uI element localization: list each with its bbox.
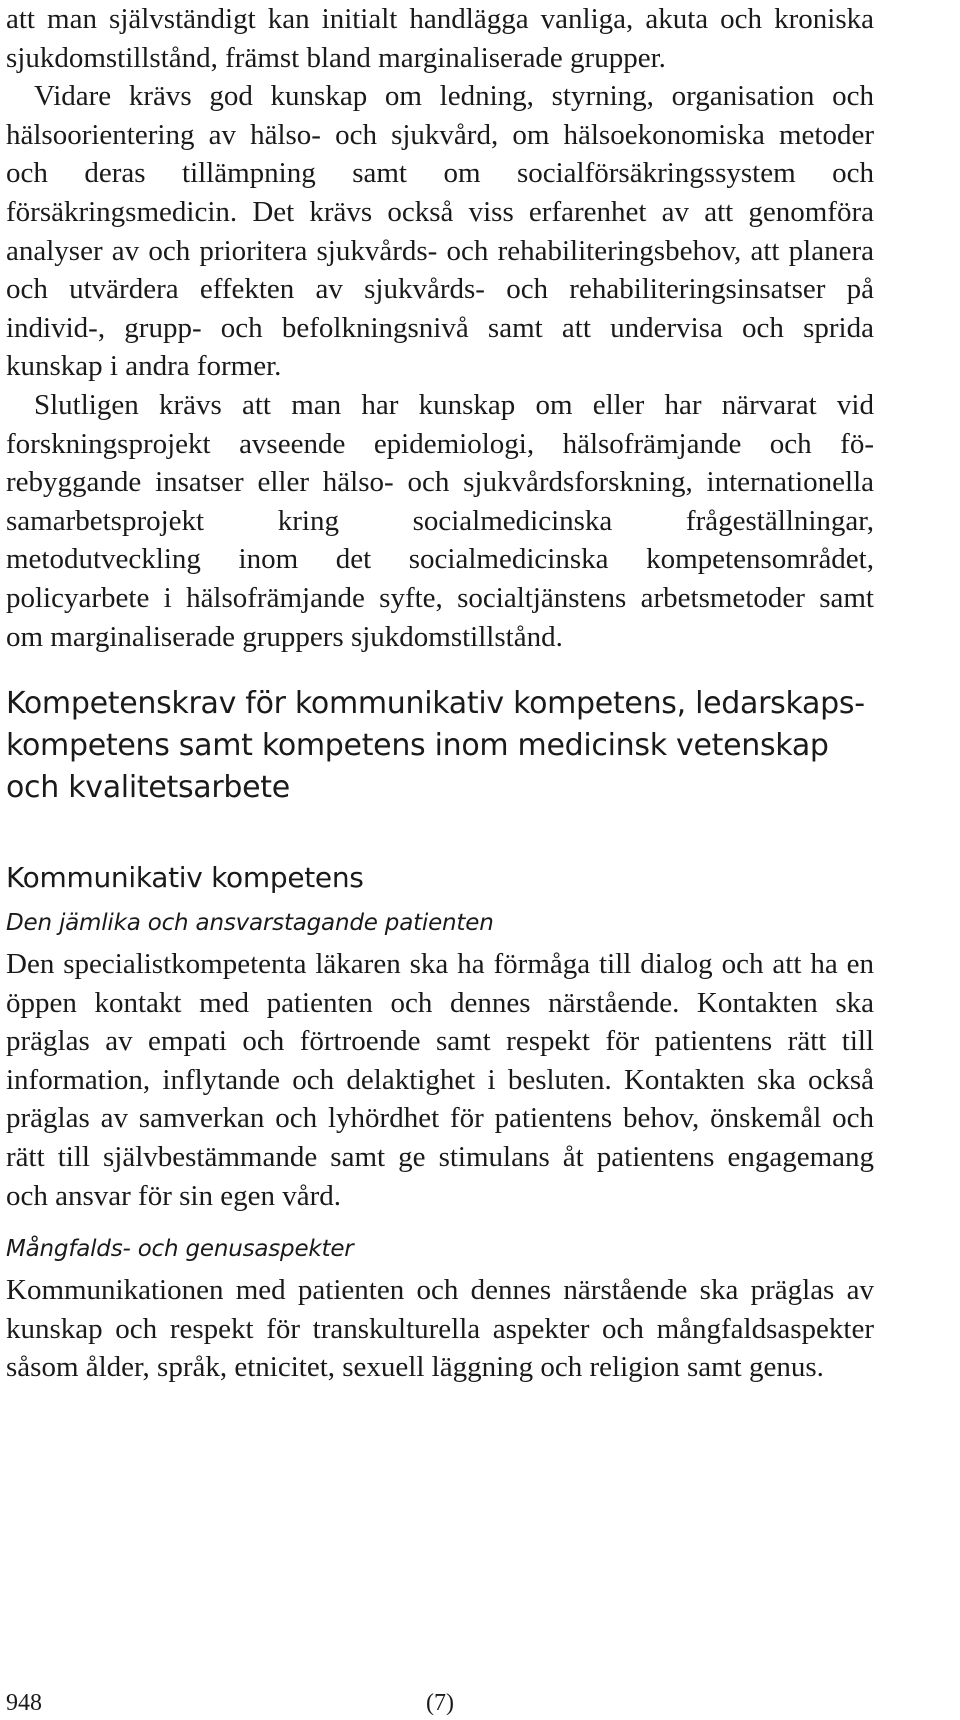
- paragraph-research-projects: Slutligen krävs att man har kunskap om eller har närvarat vid forskningsprojekt avseende epidemiologi, hälsofrämjande och förebyggande insatser eller hälso- och sjukvårdsforskning, internationella samarbetsprojekt kring socialmedicinska frågeställningar, metodutveckling inom det socialmedicinska kompetensområdet, policyarbete i hälsofrämjande syfte, socialtjänstens arbetsmetoder samt om marginaliserade gruppers sjukdomstillstånd.: [6, 388, 874, 653]
- paragraph-patient-dialog: Den specialistkompetenta läkaren ska ha förmåga till dialog och att ha en öppen kontakt med patienten och dennes närstående. Kontakten ska präglas av empati och förtroende samt respekt för patientens rätt till information, inflytande och delaktighet i besluten. Kontakten ska också präglas av samverkan och lyhördhet för patientens behov, önskemål och rätt till självbestämmande samt ge stimulans åt patientens engagemang och ansvar för sin egen vård.: [6, 948, 874, 1212]
- document-page: [6, 0, 874, 1387]
- page-number: 948: [6, 1690, 42, 1716]
- issue-number: (7): [426, 1690, 454, 1716]
- page-footer: [6, 1690, 874, 1720]
- topic-heading-diversity: Mångfalds- och genusaspekter: [6, 1236, 354, 1263]
- paragraph-diversity-aspects: Kommunikationen med patienten och dennes närstående ska präglas av kunskap och respekt för transkulturella aspekter och mångfaldsaspekter såsom ålder, språk, etnicitet, sexuell läggning och religion samt genus.: [6, 1274, 874, 1384]
- subsection-heading: Kommunikativ kompetens: [6, 861, 364, 895]
- topic-heading-patient: Den jämlika och ansvarstagande patienten: [6, 910, 494, 937]
- paragraph-acute-conditions: att man självständigt kan initialt handlägga vanliga, akuta och kroniska sjukdomstillstånd, främst bland marginaliserade grupper.: [6, 3, 874, 74]
- paragraph-management-knowledge: Vidare krävs god kunskap om ledning, styrning, organisation och hälsoorientering av hälso- och sjukvård, om hälsoekonomiska metoder och deras tillämpning samt om socialförsäkringssystem och försäkringsmedicin. Det krävs också viss erfarenhet av att genomföra analyser av och prioritera sjukvårds- och rehabiliteringsbehov, att planera och utvärdera effekten av sjukvårds- och rehabiliteringsinsatser på individ-, grupp- och befolkningsnivå samt att undervisa och sprida kunskap i andra former.: [6, 80, 874, 383]
- section-heading: Kompetenskrav för kommunikativ kompetens, ledarskapskompetens samt kompetens inom medicinsk vetenskap och kvalitetsarbete: [6, 686, 866, 806]
